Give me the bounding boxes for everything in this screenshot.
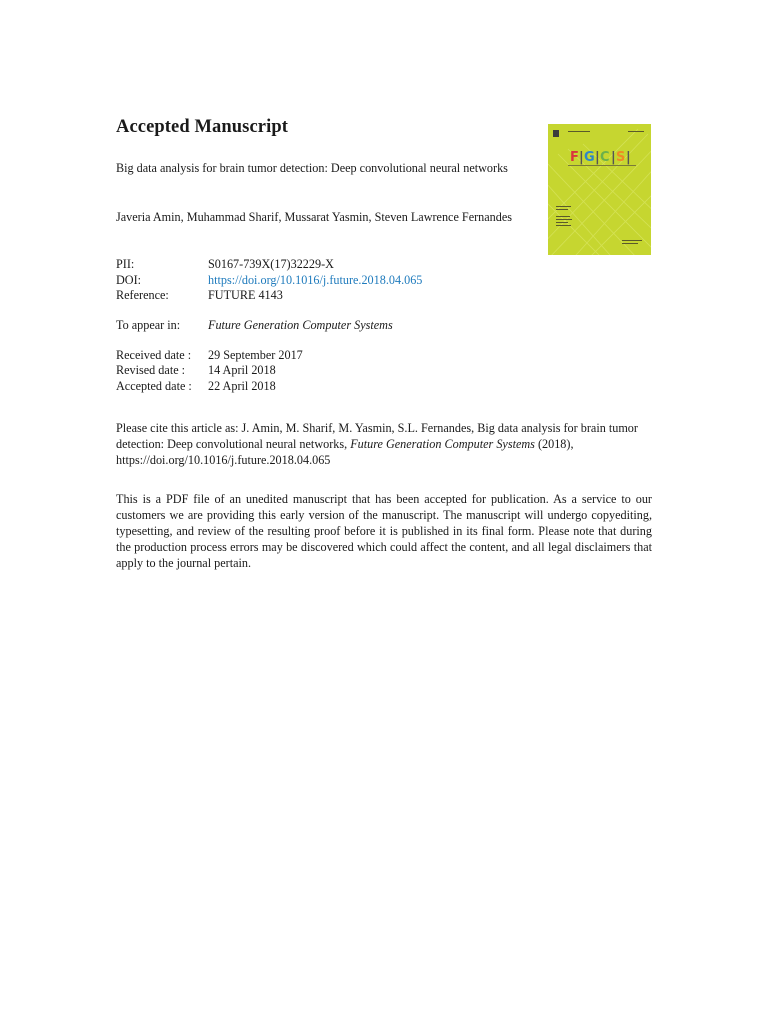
page-heading: Accepted Manuscript [116, 117, 288, 137]
article-title: Big data analysis for brain tumor detection: Deep convolutional neural networks [116, 161, 508, 175]
svg-text:|: | [595, 150, 600, 165]
citation-suffix: (2018), https://doi.org/10.1016/j.future.2018.04.065 [116, 437, 574, 467]
received-date-value: 29 September 2017 [208, 348, 303, 362]
journal-cover-image [548, 124, 651, 255]
pii-label: PII: [116, 257, 135, 271]
svg-text:|: | [611, 150, 616, 165]
revised-date-label: Revised date : [116, 363, 186, 377]
svg-text:F: F [570, 150, 579, 165]
svg-text:|: | [626, 150, 631, 165]
appear-in-label: To appear in: [116, 318, 181, 332]
svg-text:|: | [579, 150, 584, 165]
accepted-date-label: Accepted date : [116, 379, 192, 393]
fgcs-logo-icon [570, 150, 631, 165]
pii-value: S0167-739X(17)32229-X [208, 257, 334, 271]
accepted-date-value: 22 April 2018 [208, 379, 276, 393]
received-date-label: Received date : [116, 348, 192, 362]
svg-text:C: C [600, 150, 610, 165]
citation-paragraph [116, 420, 652, 468]
publisher-logo-icon [553, 130, 559, 137]
manuscript-notice: This is a PDF file of an unedited manuscript that has been accepted for publication. As a service to our customers we are providing this early version of the manuscript. The manuscript will undergo copyediting, typesetting, and review of the resulting proof before it is published in its final form. Please note that during the production process errors may be discovered which could affect the content, and all legal disclaimers that apply to the journal pertain. [116, 492, 652, 570]
reference-value: FUTURE 4143 [208, 288, 283, 302]
doi-link[interactable]: https://doi.org/10.1016/j.future.2018.04.065 [208, 273, 423, 287]
reference-label: Reference: [116, 288, 169, 302]
author-list: Javeria Amin, Muhammad Sharif, Mussarat Yasmin, Steven Lawrence Fernandes [116, 210, 513, 224]
revised-date-value: 14 April 2018 [208, 363, 276, 377]
svg-text:S: S [616, 150, 626, 165]
citation-journal: Future Generation Computer Systems [350, 437, 535, 451]
citation-text: Please cite this article as: J. Amin, M. Sharif, M. Yasmin, S.L. Fernandes, Big data analysis for brain tumor detection: Deep convolutional neural networks, [116, 421, 638, 451]
journal-name: Future Generation Computer Systems [208, 318, 393, 332]
svg-text:G: G [584, 150, 595, 165]
doi-label: DOI: [116, 273, 142, 287]
